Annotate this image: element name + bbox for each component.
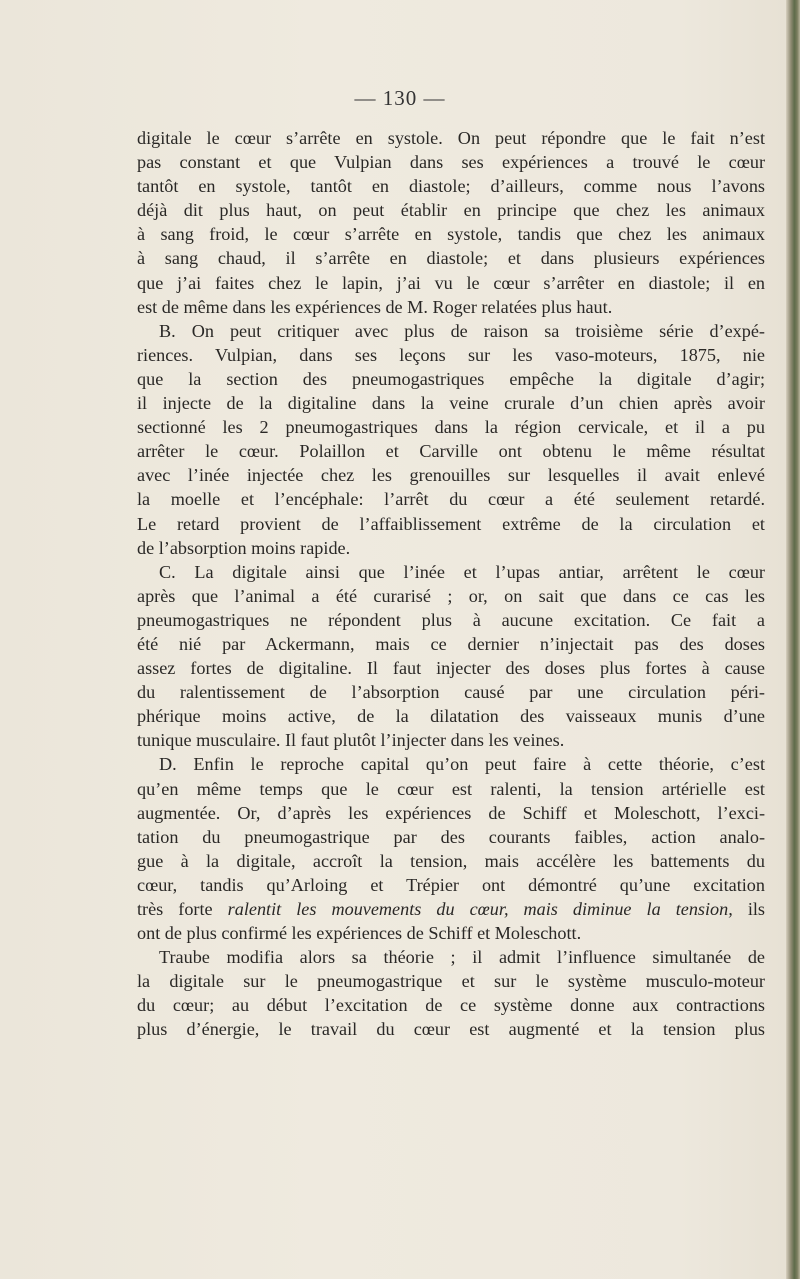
text-line: que j’ai faites chez le lapin, j’ai vu le cœur s’arrêter en diastole; il en [137,272,765,293]
body-text [137,126,765,1042]
text-line: la moelle et l’encéphale: l’arrêt du cœur a été seulement retardé. [137,489,765,510]
text-line: phérique moins active, de la dilatation des vaisseaux munis d’une [137,706,765,727]
text-line: avec l’inée injectée chez les grenouilles sur lesquelles il avait enlevé [137,465,765,486]
text-line: tantôt en systole, tantôt en diastole; d’ailleurs, comme nous l’avons [137,176,765,197]
text-line: augmentée. Or, d’après les expériences de Schiff et Moleschott, l’exci- [137,802,765,823]
text-line: cœur, tandis qu’Arloing et Trépier ont démontré qu’une excitation [137,874,765,895]
text-line: été nié par Ackermann, mais ce dernier n’injectait pas des doses [137,633,765,654]
text-line: du cœur; au début l’excitation de ce système donne aux contractions [137,995,765,1016]
text-line [137,897,765,921]
text-line: D. Enfin le reproche capital qu’on peut faire à cette théorie, c’est [159,754,765,775]
text-line: de l’absorption moins rapide. [137,537,351,558]
text-line: déjà dit plus haut, on peut établir en principe que chez les animaux [137,200,765,221]
text-line: C. La digitale ainsi que l’inée et l’upas antiar, arrêtent le cœur [159,561,765,582]
text-line: assez fortes de digitaline. Il faut injecter des doses plus fortes à cause [137,658,765,679]
text-line: digitale le cœur s’arrête en systole. On peut répondre que le fait n’est [137,128,765,148]
text-line-part: ils [732,899,766,919]
text-line: pas constant et que Vulpian dans ses expériences a trouvé le cœur [137,152,765,173]
page-binding-edge [786,0,800,1279]
text-line: que la section des pneumogastriques empêche la digitale d’agir; [137,368,765,389]
text-line: est de même dans les expériences de M. Roger relatées plus haut. [137,296,613,317]
text-line: pneumogastriques ne répondent plus à aucune excitation. Ce fait a [137,609,765,630]
text-line: à sang froid, le cœur s’arrête en systole, tandis que chez les animaux [137,224,765,245]
text-line: tunique musculaire. Il faut plutôt l’injecter dans les veines. [137,730,565,751]
text-line: plus d’énergie, le travail du cœur est augmenté et la tension plus [137,1019,765,1040]
text-line: riences. Vulpian, dans ses leçons sur les vaso-moteurs, 1875, nie [137,344,765,365]
text-line: B. On peut critiquer avec plus de raison sa troisième série d’expé- [159,320,765,341]
text-line: du ralentissement de l’absorption causé par une circulation péri- [137,682,765,703]
page-number: — 130 — [354,86,446,110]
text-line: à sang chaud, il s’arrête en diastole; et dans plusieurs expériences [137,248,765,269]
text-line: la digitale sur le pneumogastrique et sur le système musculo-moteur [137,971,765,992]
text-line: ont de plus confirmé les expériences de Schiff et Moleschott. [137,923,582,944]
italic-text: ralentit les mouvements du cœur, mais diminue la tension, [227,899,733,919]
text-line-part: très forte [137,899,228,919]
text-line: il injecte de la digitaline dans la veine crurale d’un chien après avoir [137,393,765,414]
text-line: Le retard provient de l’affaiblissement extrême de la circulation et [137,513,765,534]
text-line: sectionné les 2 pneumogastriques dans la région cervicale, et il a pu [137,417,765,438]
text-line: après que l’animal a été curarisé ; or, on sait que dans ce cas les [137,585,765,606]
text-line: Traube modifia alors sa théorie ; il admit l’influence simultanée de [159,947,765,968]
text-line: arrêter le cœur. Polaillon et Carville ont obtenu le même résultat [137,441,765,462]
text-line: qu’en même temps que le cœur est ralenti, la tension artérielle est [137,778,765,799]
text-line: gue à la digitale, accroît la tension, mais accélère les battements du [137,850,765,871]
text-line: tation du pneumogastrique par des courants faibles, action analo- [137,826,765,847]
